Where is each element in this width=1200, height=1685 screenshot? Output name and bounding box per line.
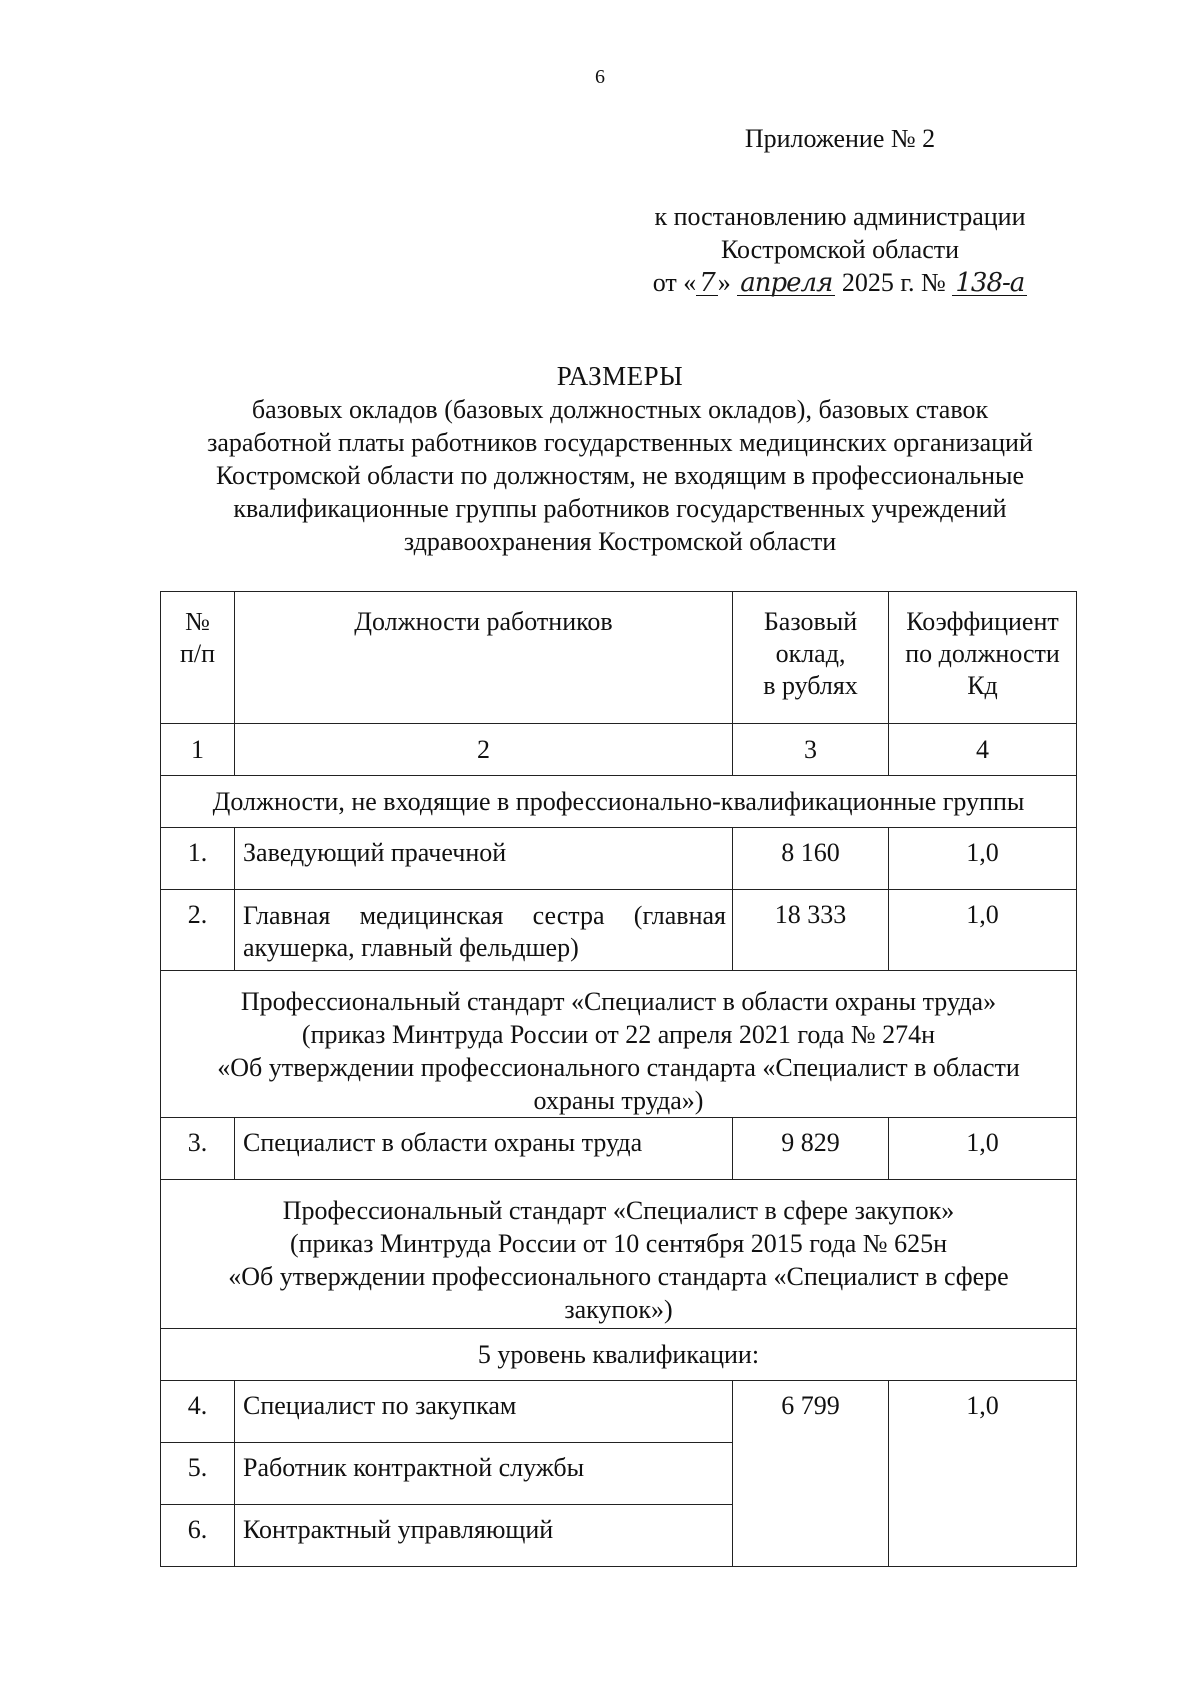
title-line: заработной платы работников государственных медицинских организаций — [207, 428, 1033, 457]
header-salary-line: оклад, — [775, 639, 846, 668]
header-coef-line: по должности — [905, 639, 1060, 668]
table-row — [161, 1381, 1077, 1443]
column-number: 1 — [161, 724, 235, 776]
base-salary: 18 333 — [733, 890, 889, 971]
coefficient: 1,0 — [889, 890, 1077, 971]
qualification-level-row — [161, 1329, 1077, 1381]
position-name: Заведующий прачечной — [235, 828, 733, 890]
title-line: Костромской области по должностям, не входящим в профессиональные — [215, 461, 1025, 490]
base-salary: 8 160 — [733, 828, 889, 890]
appendix-label: Приложение № 2 — [744, 124, 936, 153]
page-number: 6 — [595, 66, 605, 88]
section-line: Профессиональный стандарт «Специалист в области охраны труда» — [240, 987, 997, 1016]
decree-year-text: 2025 г. № — [841, 268, 946, 297]
section-title: Должности, не входящие в профессионально-квалификационные группы — [161, 776, 1077, 828]
header-coef-line: Кд — [967, 671, 998, 700]
row-number: 4. — [161, 1381, 235, 1443]
row-number: 6. — [161, 1505, 235, 1567]
header-num — [161, 592, 235, 724]
qualification-level: 5 уровень квалификации: — [161, 1329, 1077, 1381]
title-line: базовых окладов (базовых должностных окладов), базовых ставок — [251, 395, 989, 424]
date-day-close: » — [717, 268, 731, 297]
section-line: (приказ Минтруда России от 22 апреля 2021 года № 274н — [301, 1020, 936, 1049]
header-salary — [733, 592, 889, 724]
table-row — [161, 890, 1077, 971]
handwritten-day: 7 — [696, 271, 718, 296]
title-heading: РАЗМЕРЫ — [556, 361, 684, 391]
header-num-line: п/п — [179, 639, 216, 668]
header-position: Должности работников — [235, 592, 733, 724]
column-number: 4 — [889, 724, 1077, 776]
row-number: 2. — [161, 890, 235, 971]
section-line: (приказ Минтруда России от 10 сентября 2015 года № 625н — [289, 1229, 948, 1258]
decree-line-2: Костромской области — [720, 235, 960, 264]
section-title — [161, 971, 1077, 1118]
row-number: 5. — [161, 1443, 235, 1505]
decree-reference — [640, 200, 1040, 299]
coefficient: 1,0 — [889, 828, 1077, 890]
section-line: закупок») — [564, 1295, 673, 1324]
base-salary: 9 829 — [733, 1118, 889, 1180]
section-line: охраны труда») — [533, 1086, 704, 1115]
position-name: Специалист по закупкам — [235, 1381, 733, 1443]
position-name: Главная медицинская сестра (главная акушерка, главный фельдшер) — [235, 890, 733, 971]
column-number: 2 — [235, 724, 733, 776]
date-prefix: от « — [652, 268, 697, 297]
table-row — [161, 828, 1077, 890]
section-row — [161, 776, 1077, 828]
header-coefficient — [889, 592, 1077, 724]
section-row — [161, 1180, 1077, 1329]
header-coef-line: Коэффициент — [906, 607, 1059, 636]
header-salary-line: Базовый — [763, 607, 858, 636]
section-row — [161, 971, 1077, 1118]
document-title — [160, 360, 1080, 558]
section-line: Профессиональный стандарт «Специалист в сфере закупок» — [282, 1196, 955, 1225]
decree-line-1: к постановлению администрации — [654, 202, 1026, 231]
section-title — [161, 1180, 1077, 1329]
coefficient: 1,0 — [889, 1118, 1077, 1180]
section-line: «Об утверждении профессионального стандарта «Специалист в области — [217, 1053, 1020, 1082]
row-number: 1. — [161, 828, 235, 890]
coefficient: 1,0 — [889, 1381, 1077, 1567]
header-salary-line: в рублях — [763, 671, 858, 700]
title-line: квалификационные группы работников государственных учреждений — [233, 494, 1007, 523]
decree-date-line — [640, 266, 1040, 299]
position-name: Специалист в области охраны труда — [235, 1118, 733, 1180]
column-number: 3 — [733, 724, 889, 776]
salary-table — [160, 591, 1077, 1567]
base-salary: 6 799 — [733, 1381, 889, 1567]
position-name: Работник контрактной службы — [235, 1443, 733, 1505]
table-row — [161, 1118, 1077, 1180]
handwritten-number: 138-а — [952, 271, 1027, 296]
title-line: здравоохранения Костромской области — [403, 527, 837, 556]
column-number-row — [161, 724, 1077, 776]
table-header-row — [161, 592, 1077, 724]
header-num-line: № — [185, 607, 210, 636]
handwritten-month: апреля — [737, 271, 835, 296]
section-line: «Об утверждении профессионального стандарта «Специалист в сфере — [228, 1262, 1009, 1291]
row-number: 3. — [161, 1118, 235, 1180]
position-name: Контрактный управляющий — [235, 1505, 733, 1567]
